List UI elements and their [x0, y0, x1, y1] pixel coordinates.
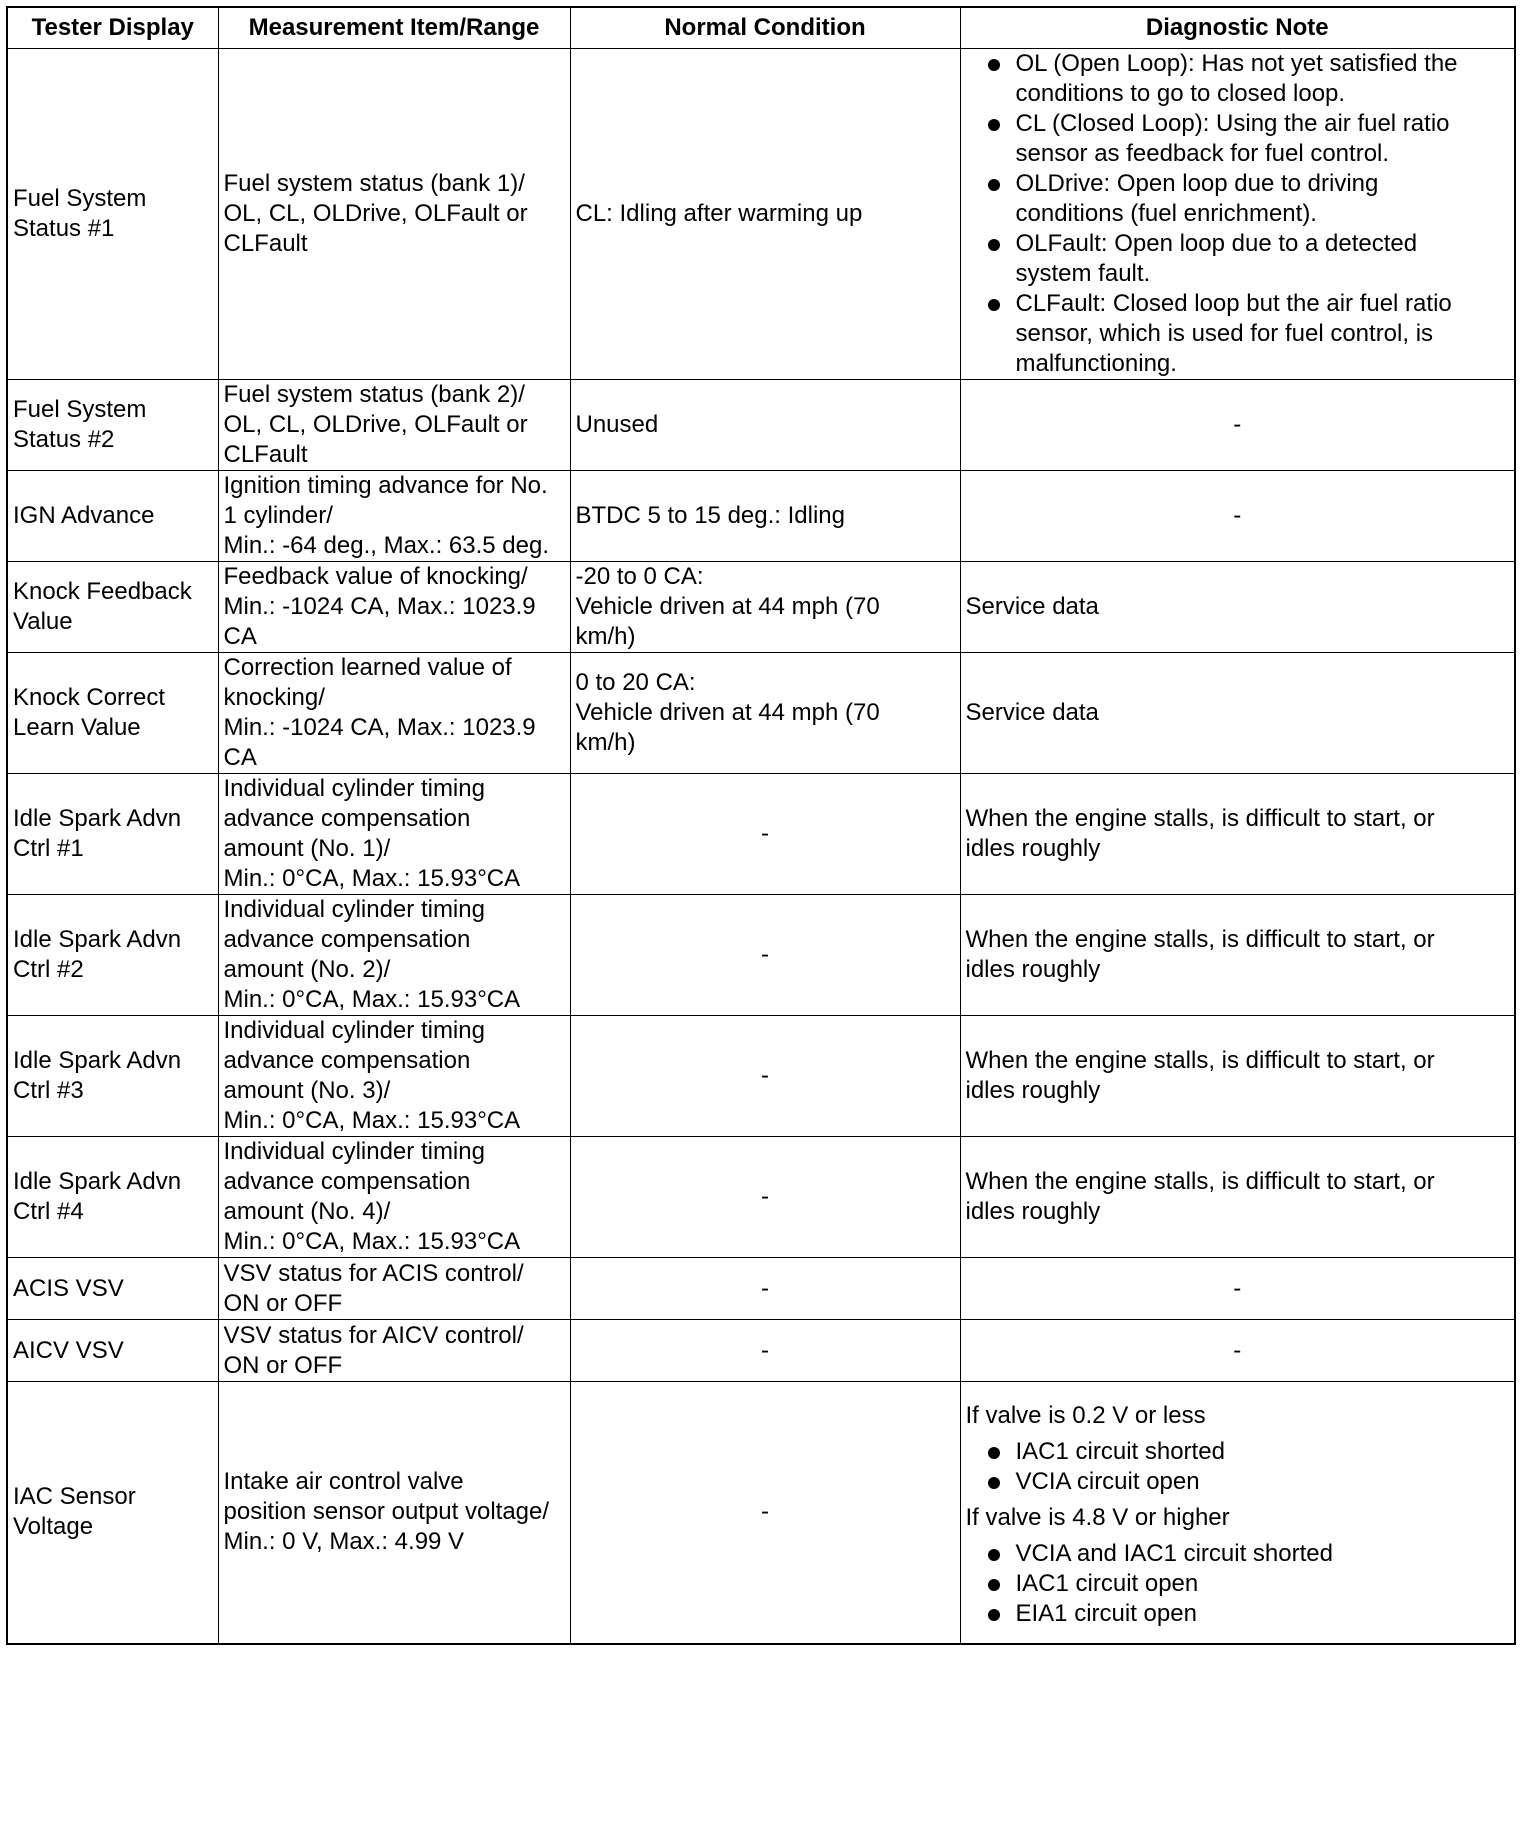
header-row: [7, 7, 1515, 49]
note-bullet-line: conditions to go to closed loop.: [1015, 80, 1346, 107]
note-text-line: idles roughly: [965, 1077, 1101, 1104]
cell-diagnostic-note: [960, 895, 1515, 1016]
note-bullet-item: IAC1 circuit shorted: [984, 1437, 1510, 1467]
cell-measurement-item: [218, 1382, 570, 1644]
tester-display-line: Ctrl #1: [13, 835, 84, 862]
cell-measurement-item: [218, 895, 570, 1016]
normal-condition-line: -: [761, 1274, 769, 1302]
note-bullet-line: malfunctioning.: [1015, 350, 1177, 377]
normal-condition-line: -20 to 0 CA:: [575, 563, 704, 590]
measurement-line: Min.: 0 V, Max.: 4.99 V: [223, 1528, 465, 1556]
table-row: [7, 380, 1515, 471]
note-bullet-item: [984, 169, 1510, 229]
measurement-line: Feedback value of knocking/: [223, 563, 528, 590]
measurement-line: Min.: 0°CA, Max.: 15.93°CA: [223, 986, 521, 1013]
note-bullet-item: [984, 49, 1510, 109]
tester-display-line: Idle Spark Advn: [13, 926, 182, 953]
note-text-line: idles roughly: [965, 835, 1101, 862]
measurement-line: Min.: 0°CA, Max.: 15.93°CA: [223, 865, 521, 892]
tester-display-line: Ctrl #4: [13, 1198, 84, 1225]
cell-tester-display: [7, 380, 218, 471]
measurement-line: CLFault: [223, 230, 308, 257]
tester-display-line: Status #2: [13, 426, 115, 453]
cell-normal-condition: [570, 1382, 960, 1644]
header-diagnostic-note: Diagnostic Note: [960, 7, 1515, 49]
cell-normal-condition: [570, 774, 960, 895]
cell-measurement-item: [218, 1137, 570, 1258]
note-text-line: When the engine stalls, is difficult to start, or: [965, 1168, 1435, 1195]
tester-display-line: Status #1: [13, 215, 115, 242]
cell-measurement-item: [218, 562, 570, 653]
table-row: [7, 1258, 1515, 1320]
cell-measurement-item: [218, 653, 570, 774]
tester-display-line: Fuel System: [13, 185, 147, 212]
cell-measurement-item: [218, 1016, 570, 1137]
note-bullet-item: [984, 109, 1510, 169]
cell-tester-display: [7, 1016, 218, 1137]
measurement-line: position sensor output voltage/: [223, 1498, 550, 1526]
cell-diagnostic-note: [960, 380, 1515, 471]
table-row: [7, 1016, 1515, 1137]
tester-display-line: Value: [13, 608, 73, 635]
cell-diagnostic-note: [960, 49, 1515, 380]
cell-measurement-item: [218, 380, 570, 471]
table-row: [7, 653, 1515, 774]
normal-condition-line: -: [761, 941, 769, 968]
cell-normal-condition: [570, 471, 960, 562]
normal-condition-line: 0 to 20 CA:: [575, 669, 696, 696]
cell-measurement-item: [218, 774, 570, 895]
measurement-line: Correction learned value of: [223, 654, 512, 681]
note-bullet-list: [966, 1539, 1510, 1629]
cell-normal-condition: [570, 562, 960, 653]
note-bullet-list: [966, 1437, 1510, 1497]
note-condition-heading: If valve is 0.2 V or less: [965, 1402, 1206, 1430]
cell-diagnostic-note: [960, 1320, 1515, 1382]
measurement-line: amount (No. 3)/: [223, 1077, 391, 1104]
note-text-line: Service data: [965, 593, 1099, 620]
cell-measurement-item: [218, 49, 570, 380]
note-text-line: -: [1233, 1336, 1242, 1364]
measurement-line: CA: [223, 623, 257, 650]
measurement-line: Individual cylinder timing: [223, 775, 485, 802]
note-bullet-line: OL (Open Loop): Has not yet satisfied the: [1015, 50, 1458, 77]
tester-display-line: Voltage: [13, 1513, 94, 1541]
measurement-line: CA: [223, 744, 257, 771]
cell-tester-display: [7, 1258, 218, 1320]
cell-diagnostic-note: [960, 1137, 1515, 1258]
measurement-line: Fuel system status (bank 1)/: [223, 170, 525, 197]
table-row: [7, 1382, 1515, 1644]
note-text-line: -: [1233, 1274, 1242, 1302]
measurement-line: amount (No. 2)/: [223, 956, 391, 983]
normal-condition-line: -: [761, 1062, 769, 1089]
cell-measurement-item: [218, 1258, 570, 1320]
tester-display-line: Fuel System: [13, 396, 147, 423]
note-bullet-line: CL (Closed Loop): Using the air fuel ratio: [1015, 110, 1450, 137]
cell-normal-condition: [570, 1016, 960, 1137]
note-text-line: -: [1233, 502, 1242, 529]
table-row: [7, 1137, 1515, 1258]
cell-diagnostic-note: [960, 774, 1515, 895]
tester-display-line: Learn Value: [13, 714, 141, 741]
tester-display-line: IAC Sensor: [13, 1483, 136, 1511]
measurement-line: Min.: 0°CA, Max.: 15.93°CA: [223, 1228, 521, 1255]
cell-diagnostic-note: [960, 562, 1515, 653]
tester-display-line: Knock Correct: [13, 684, 166, 711]
normal-condition-line: -: [761, 1336, 769, 1364]
normal-condition-line: km/h): [575, 623, 636, 650]
note-bullet-line: CLFault: Closed loop but the air fuel ratio: [1015, 290, 1452, 317]
tester-display-line: Ctrl #3: [13, 1077, 84, 1104]
measurement-line: OL, CL, OLDrive, OLFault or: [223, 411, 528, 438]
normal-condition-line: Vehicle driven at 44 mph (70: [575, 699, 880, 726]
measurement-line: Individual cylinder timing: [223, 1138, 485, 1165]
cell-diagnostic-note: [960, 1016, 1515, 1137]
cell-normal-condition: [570, 1258, 960, 1320]
note-bullet-line: OLFault: Open loop due to a detected: [1015, 230, 1418, 257]
cell-measurement-item: [218, 471, 570, 562]
measurement-line: Individual cylinder timing: [223, 896, 485, 923]
measurement-line: Individual cylinder timing: [223, 1017, 485, 1044]
note-bullet-item: VCIA circuit open: [984, 1467, 1510, 1497]
cell-normal-condition: [570, 1320, 960, 1382]
normal-condition-line: -: [761, 820, 769, 847]
normal-condition-line: km/h): [575, 729, 636, 756]
measurement-line: 1 cylinder/: [223, 502, 333, 529]
cell-diagnostic-note: [960, 1382, 1515, 1644]
header-measurement-item: Measurement Item/Range: [218, 7, 570, 49]
cell-tester-display: [7, 49, 218, 380]
table-row: [7, 1320, 1515, 1382]
cell-tester-display: [7, 1137, 218, 1258]
cell-tester-display: [7, 471, 218, 562]
measurement-line: Min.: -1024 CA, Max.: 1023.9: [223, 714, 536, 741]
cell-tester-display: [7, 774, 218, 895]
note-condition-heading: If valve is 4.8 V or higher: [965, 1504, 1230, 1532]
measurement-line: amount (No. 1)/: [223, 835, 391, 862]
note-bullet-line: system fault.: [1015, 260, 1151, 287]
measurement-line: Min.: -64 deg., Max.: 63.5 deg.: [223, 532, 550, 559]
cell-tester-display: [7, 1382, 218, 1644]
cell-tester-display: [7, 653, 218, 774]
normal-condition-line: CL: Idling after warming up: [575, 200, 863, 227]
tester-display-line: Knock Feedback: [13, 578, 192, 605]
measurement-line: ON or OFF: [223, 1351, 343, 1379]
measurement-line: advance compensation: [223, 926, 471, 953]
note-bullet-item: [984, 289, 1510, 379]
normal-condition-line: -: [761, 1498, 769, 1526]
cell-normal-condition: [570, 49, 960, 380]
measurement-line: Min.: 0°CA, Max.: 15.93°CA: [223, 1107, 521, 1134]
note-bullet-line: sensor as feedback for fuel control.: [1015, 140, 1390, 167]
measurement-line: advance compensation: [223, 805, 471, 832]
note-text-line: idles roughly: [965, 956, 1101, 983]
normal-condition-line: Unused: [575, 411, 659, 438]
note-text-line: When the engine stalls, is difficult to start, or: [965, 1047, 1435, 1074]
measurement-line: advance compensation: [223, 1168, 471, 1195]
tester-display-line: AICV VSV: [13, 1336, 124, 1364]
header-tester-display: Tester Display: [7, 7, 218, 49]
note-bullet-item: IAC1 circuit open: [984, 1569, 1510, 1599]
note-bullet-line: sensor, which is used for fuel control, is: [1015, 320, 1434, 347]
tester-display-line: ACIS VSV: [13, 1274, 124, 1302]
note-bullet-line: OLDrive: Open loop due to driving: [1015, 170, 1379, 197]
cell-diagnostic-note: [960, 1258, 1515, 1320]
cell-normal-condition: [570, 653, 960, 774]
measurement-line: OL, CL, OLDrive, OLFault or: [223, 200, 528, 227]
measurement-line: knocking/: [223, 684, 325, 711]
measurement-line: VSV status for AICV control/: [223, 1321, 524, 1349]
note-bullet-line: conditions (fuel enrichment).: [1015, 200, 1317, 227]
note-text-line: When the engine stalls, is difficult to start, or: [965, 926, 1435, 953]
cell-tester-display: [7, 895, 218, 1016]
note-bullet-item: EIA1 circuit open: [984, 1599, 1510, 1629]
note-bullet-list: [966, 49, 1510, 379]
note-text-line: idles roughly: [965, 1198, 1101, 1225]
tester-display-line: Idle Spark Advn: [13, 1168, 182, 1195]
cell-diagnostic-note: [960, 471, 1515, 562]
cell-tester-display: [7, 562, 218, 653]
cell-measurement-item: [218, 1320, 570, 1382]
cell-tester-display: [7, 1320, 218, 1382]
measurement-line: Fuel system status (bank 2)/: [223, 381, 525, 408]
note-text-line: Service data: [965, 699, 1099, 726]
cell-normal-condition: [570, 1137, 960, 1258]
table-row: [7, 895, 1515, 1016]
note-text-line: -: [1233, 411, 1242, 438]
table-row: [7, 471, 1515, 562]
cell-normal-condition: [570, 380, 960, 471]
table-row: [7, 49, 1515, 380]
normal-condition-line: BTDC 5 to 15 deg.: Idling: [575, 502, 845, 529]
tester-display-line: IGN Advance: [13, 502, 155, 529]
header-normal-condition: Normal Condition: [570, 7, 960, 49]
measurement-line: ON or OFF: [223, 1289, 343, 1317]
measurement-line: amount (No. 4)/: [223, 1198, 391, 1225]
measurement-line: CLFault: [223, 441, 308, 468]
note-text-line: When the engine stalls, is difficult to start, or: [965, 805, 1435, 832]
cell-diagnostic-note: [960, 653, 1515, 774]
tester-display-line: Ctrl #2: [13, 956, 84, 983]
table-row: [7, 562, 1515, 653]
tester-display-line: Idle Spark Advn: [13, 805, 182, 832]
note-bullet-item: VCIA and IAC1 circuit shorted: [984, 1539, 1510, 1569]
table-row: [7, 774, 1515, 895]
measurement-line: Ignition timing advance for No.: [223, 472, 548, 499]
table-body: [7, 49, 1515, 1644]
note-bullet-item: [984, 229, 1510, 289]
measurement-line: VSV status for ACIS control/: [223, 1259, 524, 1287]
measurement-line: Min.: -1024 CA, Max.: 1023.9: [223, 593, 536, 620]
diagnostic-data-table: [6, 6, 1516, 1645]
normal-condition-line: Vehicle driven at 44 mph (70: [575, 593, 880, 620]
measurement-line: Intake air control valve: [223, 1468, 464, 1496]
measurement-line: advance compensation: [223, 1047, 471, 1074]
tester-display-line: Idle Spark Advn: [13, 1047, 182, 1074]
cell-normal-condition: [570, 895, 960, 1016]
normal-condition-line: -: [761, 1183, 769, 1210]
